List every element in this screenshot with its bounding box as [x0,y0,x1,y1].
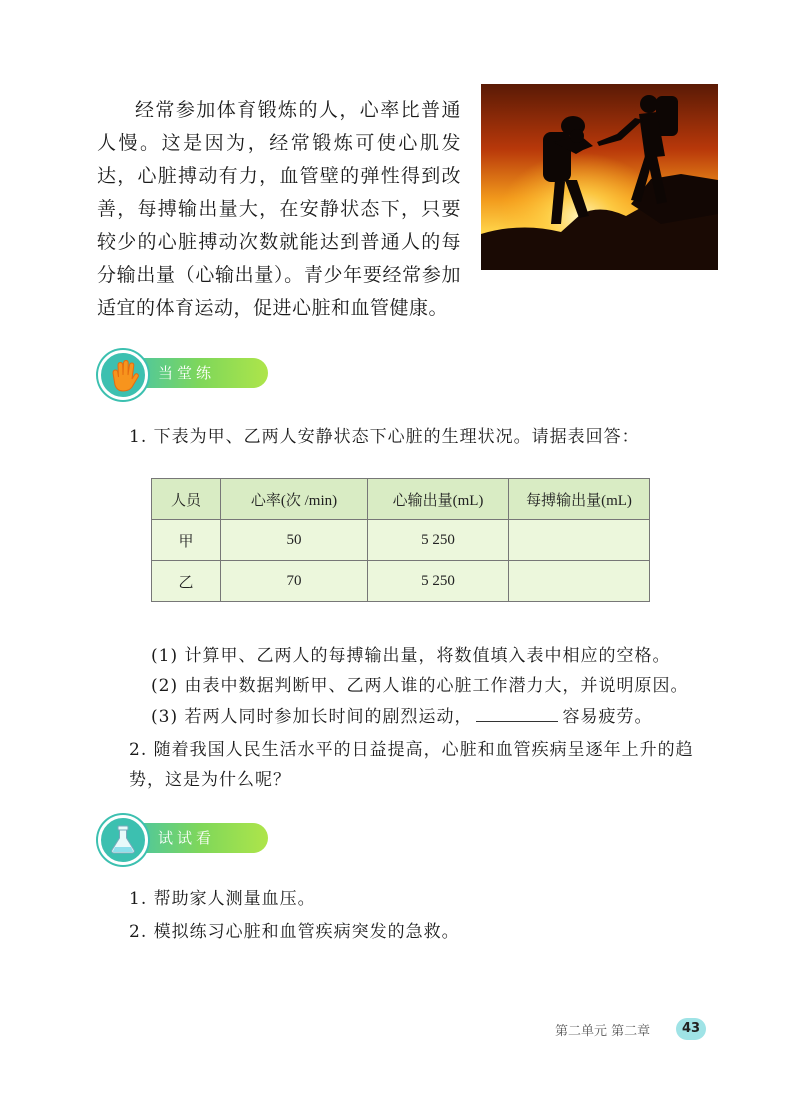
table-header-cell: 心率(次 /min) [221,479,368,520]
table-row [152,520,650,561]
table-header-cell: 每搏输出量(mL) [509,479,650,520]
sub-question-3-text: (3) 若两人同时参加长时间的剧烈运动， [151,707,473,727]
table-header-cell: 心输出量(mL) [368,479,509,520]
hand-icon [98,350,148,400]
intro-text [97,94,461,325]
table-header-cell: 人员 [152,479,221,520]
practice-badge-label: 当堂练 [158,364,216,382]
sub-question-3 [151,705,652,728]
heart-data-table [151,478,650,602]
intro-paragraph: 经常参加体育锻炼的人，心率比普通人慢。这是因为，经常锻炼可使心肌发达，心脏搏动有力，血管壁的弹性得到改善，每搏输出量大，在安静状态下，只要较少的心脏搏动次数就能达到普通人的每分输出量（心输出量）。青少年要经常参加适宜的体育运动，促进心脏和血管健康。 [97,99,461,319]
table-cell: 70 [221,561,368,602]
table-header-row [152,479,650,520]
table-cell-blank [509,520,650,561]
chapter-label: 第二单元 第二章 [555,1024,651,1039]
flask-icon [98,815,148,865]
sub-question-1: (1) 计算甲、乙两人的每搏输出量，将数值填入表中相应的空格。 [151,646,671,666]
question-2: 2. 随着我国人民生活水平的日益提高，心脏和血管疾病呈逐年上升的趋势，这是为什么呢？ [129,740,694,790]
table-cell: 5 250 [368,561,509,602]
table-cell: 甲 [152,520,221,561]
hikers-photo [481,84,718,270]
table-cell: 乙 [152,561,221,602]
table-cell: 50 [221,520,368,561]
table-cell: 5 250 [368,520,509,561]
answer-blank [476,705,558,722]
try-badge-label: 试试看 [158,829,216,847]
try-badge [98,815,273,861]
sub-question-3-end: 容易疲劳。 [562,707,653,727]
table-row [152,561,650,602]
page-number: 43 [676,1018,706,1040]
sub-question-2: (2) 由表中数据判断甲、乙两人谁的心脏工作潜力大，并说明原因。 [151,676,689,696]
table-cell-blank [509,561,650,602]
try-item-2: 2. 模拟练习心脏和血管疾病突发的急救。 [129,922,460,942]
question-1: 1. 下表为甲、乙两人安静状态下心脏的生理状况。请据表回答： [129,427,640,447]
practice-badge [98,350,273,396]
try-item-1: 1. 帮助家人测量血压。 [129,889,316,909]
